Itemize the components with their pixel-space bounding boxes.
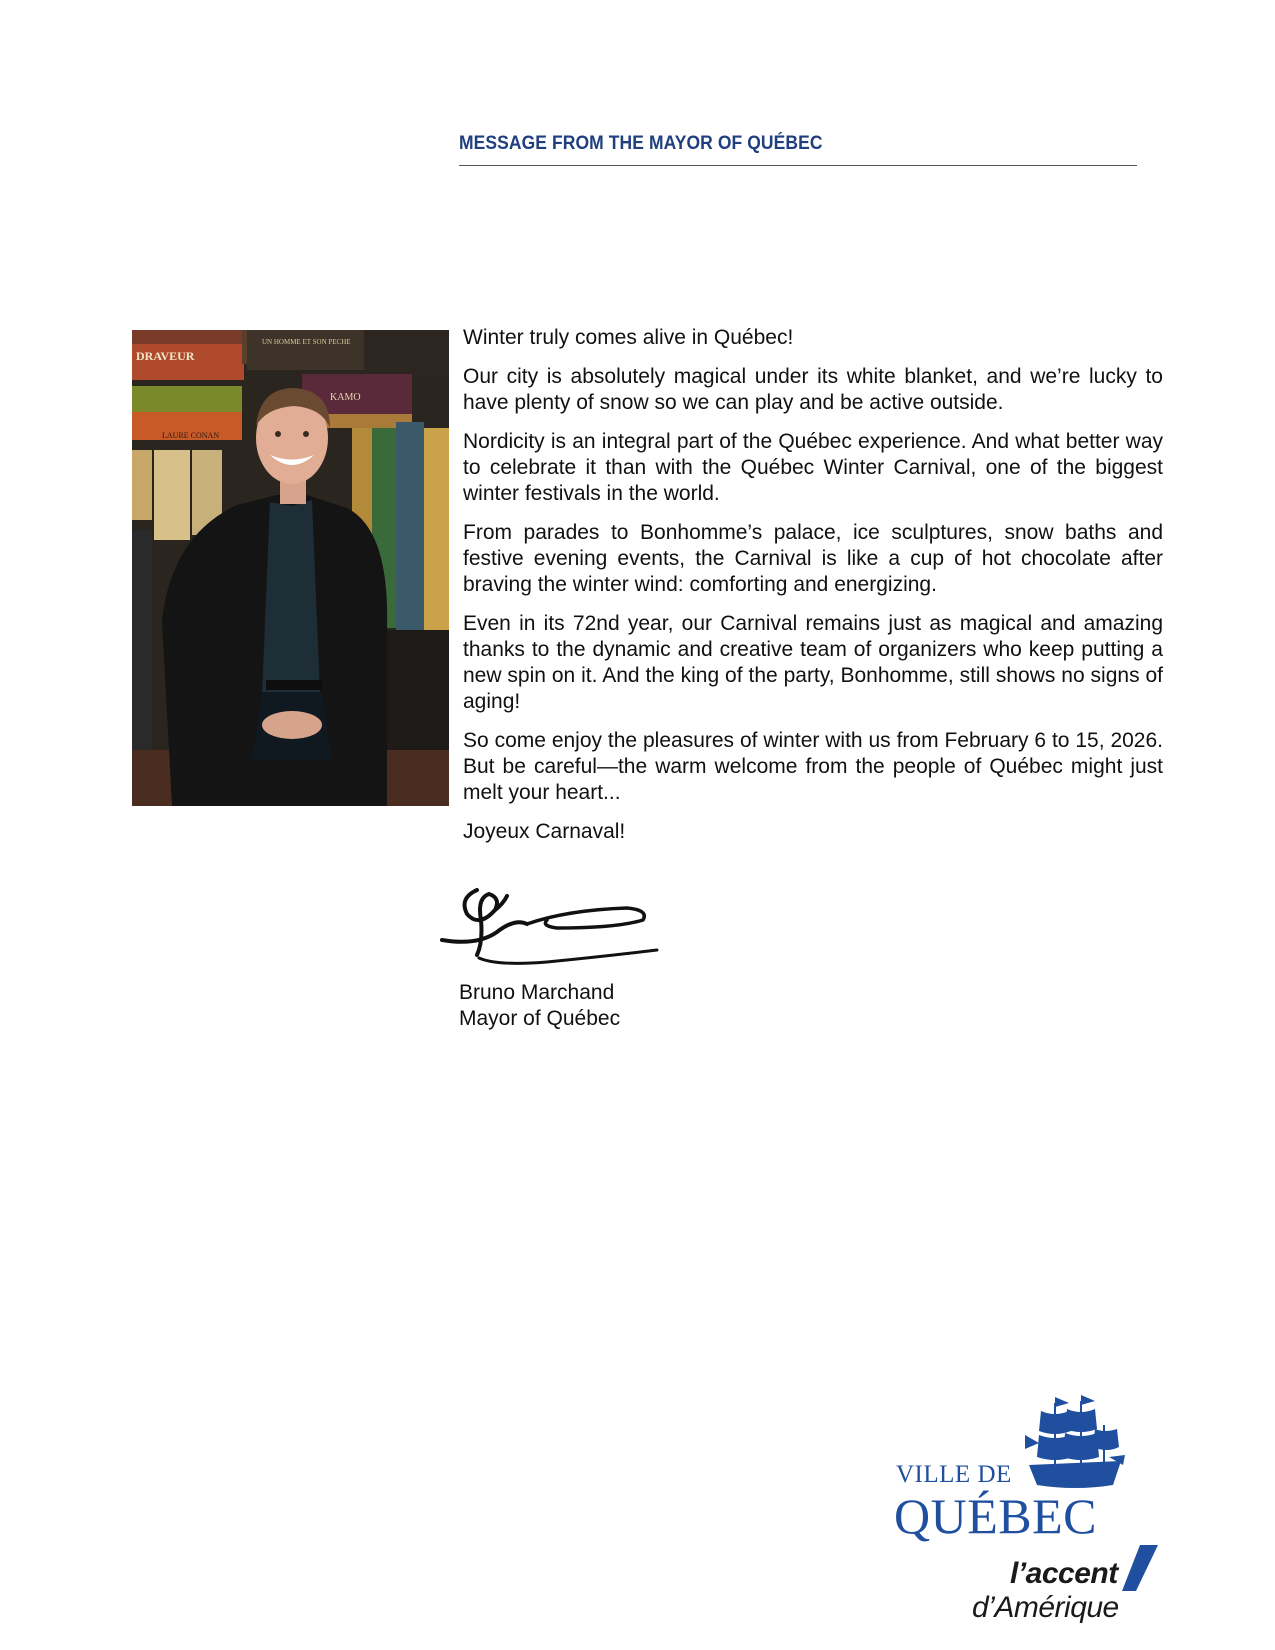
book-spine-text: UN HOMME ET SON PECHE [262, 338, 351, 346]
message-paragraph: Winter truly comes alive in Québec! [463, 326, 794, 349]
closing-line: Joyeux Carnaval! [463, 820, 626, 843]
signer-block [459, 980, 620, 1032]
header-divider [459, 165, 1137, 166]
book-spine-text: KAMO [330, 392, 361, 403]
mayor-portrait-photo [132, 330, 449, 806]
book-spine-text: LAURE CONAN [162, 431, 220, 440]
message-paragraph: Our city is absolutely magical under its white blanket, and we’re lucky to have plenty of snow so we can play and be active outside. [463, 365, 1163, 414]
accent-slash-icon [1122, 1545, 1158, 1591]
signer-title: Mayor of Québec [459, 1007, 621, 1030]
book-spine-text: DRAVEUR [136, 349, 195, 363]
message-paragraph: From parades to Bonhomme’s palace, ice sculptures, snow baths and festive evening events, the Carnival is like a cup of hot chocolate after braving the winter wind: comforting and energizing. [463, 521, 1163, 596]
ville-de-quebec-logo [890, 1395, 1190, 1635]
logo-tagline-accent: l’accent [1010, 1557, 1118, 1590]
message-paragraph: Nordicity is an integral part of the Québec experience. And what better way to celebrate it than with the Québec Winter Carnival, one of the biggest winter festivals in the world. [463, 430, 1163, 505]
signer-name: Bruno Marchand [459, 981, 615, 1004]
sailing-ship-icon [1025, 1395, 1125, 1495]
handwritten-signature [437, 880, 667, 975]
logo-ville-de-text: VILLE DE [896, 1461, 1012, 1488]
logo-quebec-text: QUÉBEC [894, 1488, 1097, 1544]
page-header [459, 133, 1137, 166]
logo-tagline-amerique: d’Amérique [972, 1591, 1119, 1624]
message-paragraph: So come enjoy the pleasures of winter with us from February 6 to 15, 2026. But be careful—the warm welcome from the people of Québec might just melt your heart... [463, 729, 1163, 804]
page-title: MESSAGE FROM THE MAYOR OF QUÉBEC [459, 133, 823, 154]
mayor-message [463, 325, 1163, 858]
message-paragraph: Even in its 72nd year, our Carnival remains just as magical and amazing thanks to the dynamic and creative team of organizers who keep putting a new spin on it. And the king of the party, Bonhomme, still shows no signs of aging! [463, 612, 1163, 713]
